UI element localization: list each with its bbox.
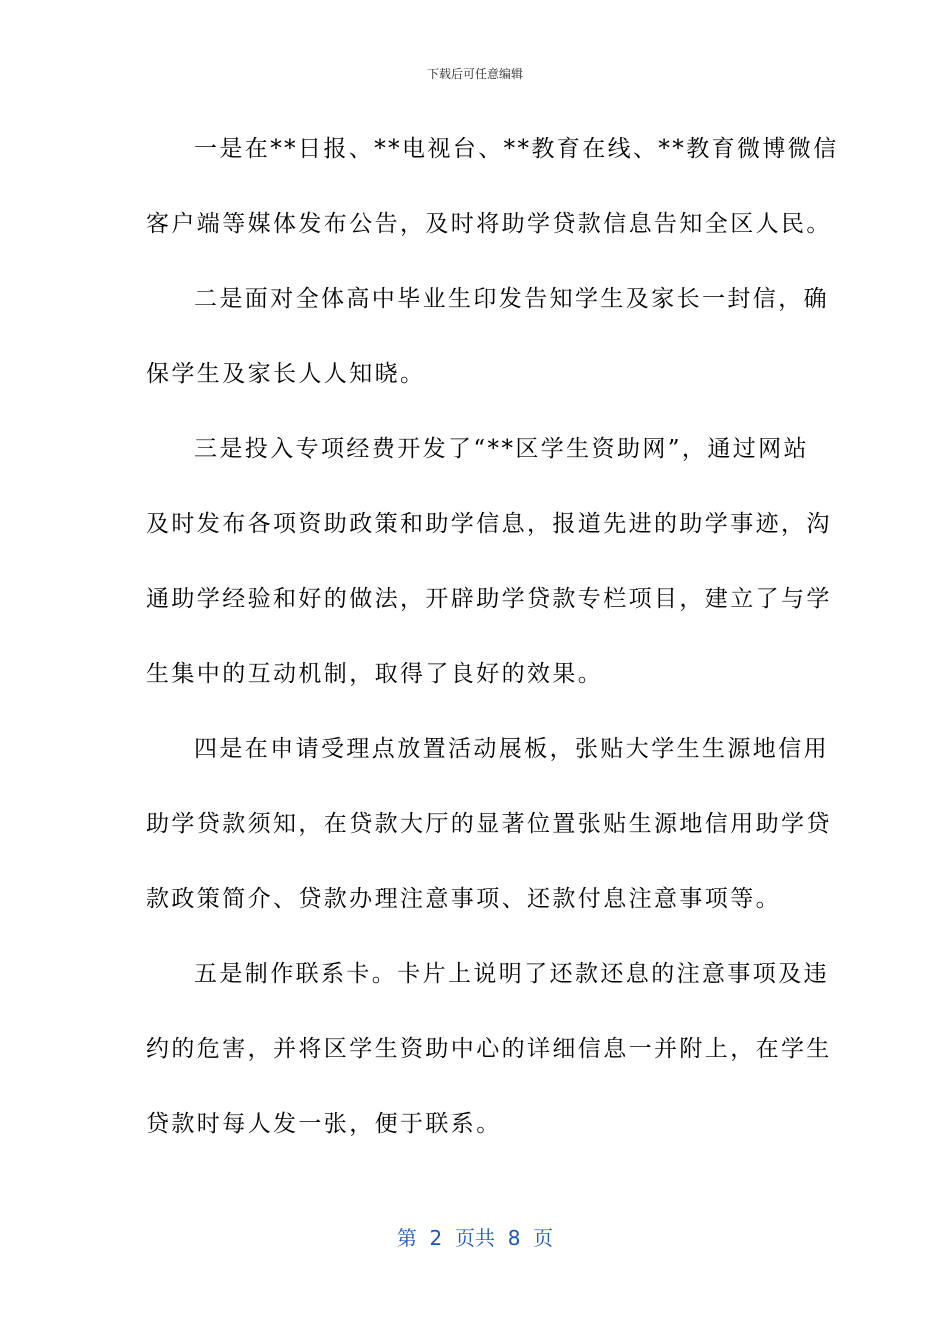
page-number-footer: 第 2 页共 8 页 <box>396 1226 554 1250</box>
document-body <box>146 112 839 1162</box>
paragraph-4-line-1: 四是在申请受理点放置活动展板，张贴大学生生源地信用 <box>194 736 829 762</box>
paragraph-5-line-1: 五是制作联系卡。卡片上说明了还款还息的注意事项及违 <box>194 961 829 987</box>
paragraph-4-line-2: 助学贷款须知，在贷款大厅的显著位置张贴生源地信用助学贷 <box>146 811 832 837</box>
paragraph-4-line-3: 款政策简介、贷款办理注意事项、还款付息注意事项等。 <box>146 886 781 912</box>
paragraph-3-line-3: 通助学经验和好的做法，开辟助学贷款专栏项目，建立了与学 <box>146 586 832 612</box>
paragraph-3-line-2: 及时发布各项资助政策和助学信息，报道先进的助学事迹，沟 <box>146 511 832 537</box>
paragraph-5-line-3: 贷款时每人发一张，便于联系。 <box>146 1111 502 1137</box>
paragraph-1-line-2: 客户端等媒体发布公告，及时将助学贷款信息告知全区人民。 <box>146 211 832 237</box>
paragraph-2-line-2: 保学生及家长人人知晓。 <box>146 361 426 387</box>
paragraph-2-line-1: 二是面对全体高中毕业生印发告知学生及家长一封信，确 <box>194 286 829 312</box>
paragraph-1-line-1: 一是在**日报、**电视台、**教育在线、**教育微博微信 <box>194 136 839 162</box>
paragraph-3-line-1: 三是投入专项经费开发了“**区学生资助网”，通过网站 <box>194 436 809 462</box>
page-header: 下载后可任意编辑 <box>426 67 523 81</box>
paragraph-5-line-2: 约的危害，并将区学生资助中心的详细信息一并附上，在学生 <box>146 1036 832 1062</box>
paragraph-3-line-4: 生集中的互动机制，取得了良好的效果。 <box>146 661 604 687</box>
